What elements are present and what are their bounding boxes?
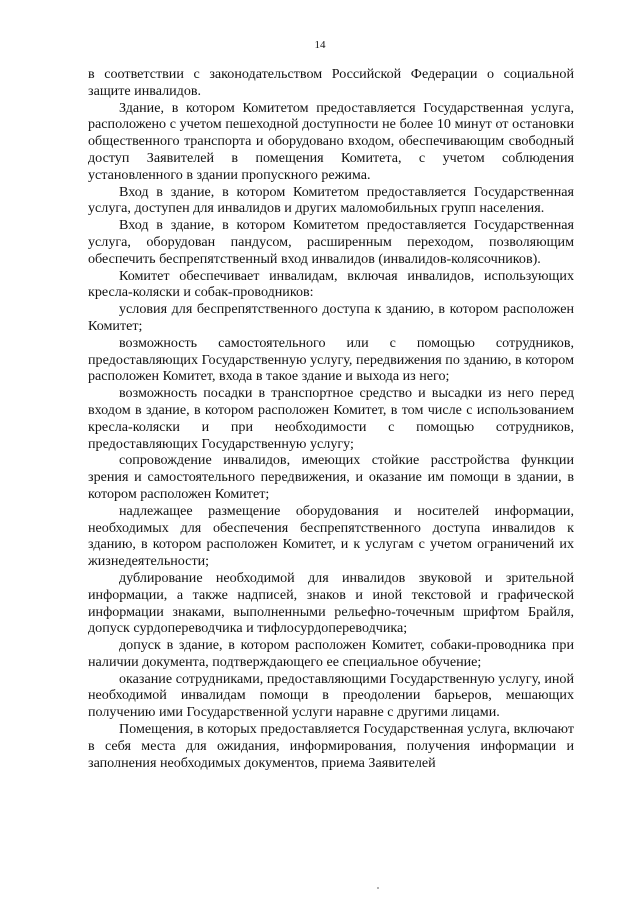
paragraph: в соответствии с законодательством Российской Федерации о социальной защите инвалидов. — [88, 66, 574, 99]
paragraph: условия для беспрепятственного доступа к зданию, в котором расположен Комитет; — [88, 301, 574, 334]
paragraph: допуск в здание, в котором расположен Комитет, собаки-проводника при наличии документа, подтверждающего ее специальное обучение; — [88, 637, 574, 670]
paragraph: оказание сотрудниками, предоставляющими Государственную услугу, иной необходимой инвалидам помощи в преодолении барьеров, мешающих получению ими Государственной услуги наравне с другими лицами. — [88, 670, 574, 721]
paragraph: Здание, в котором Комитетом предоставляется Государственная услуга, расположено с учетом пешеходной доступности не более 10 минут от остановки общественного транспорта и оборудовано входом, обеспечивающим свободный доступ Заявителей в помещения Комитета, с учетом соблюдения установленного в здании пропускного режима. — [88, 99, 574, 183]
paragraph: Вход в здание, в котором Комитетом предоставляется Государственная услуга, оборудован пандусом, расширенным переходом, позволяющим обеспечить беспрепятственный вход инвалидов (инвалидов-колясочников). — [88, 217, 574, 267]
page-number: 14 — [314, 39, 326, 51]
paragraph: дублирование необходимой для инвалидов звуковой и зрительной информации, а также надписей, знаков и иной текстовой и графической информации знаками, выполненными рельефно-точечным шрифтом Брайля, допуск сурдопереводчика и тифлосурдопереводчика; — [88, 569, 574, 637]
paragraph: Помещения, в которых предоставляется Государственная услуга, включают в себя места для ожидания, информирования, получения информации и заполнения необходимых документов, приема Заявителей — [88, 721, 574, 771]
body-text — [88, 66, 574, 771]
paragraph: Комитет обеспечивает инвалидам, включая инвалидов, использующих кресла-коляски и собак-проводников: — [88, 267, 574, 301]
paragraph: возможность самостоятельного или с помощью сотрудников, предоставляющих Государственную услугу, передвижения по зданию, в котором расположен Комитет, входа в такое здание и выхода из него; — [88, 334, 574, 385]
paragraph: возможность посадки в транспортное средство и высадки из него перед входом в здание, в котором расположен Комитет, в том числе с использованием кресла-коляски и при необходимости с помощью сотрудников, предоставляющих Государственную услугу; — [88, 385, 574, 452]
paragraph: Вход в здание, в котором Комитетом предоставляется Государственная услуга, доступен для инвалидов и других маломобильных групп населения. — [88, 183, 574, 217]
scan-speck — [377, 887, 379, 889]
paragraph: сопровождение инвалидов, имеющих стойкие расстройства функции зрения и самостоятельного передвижения, и оказание им помощи в здании, в котором расположен Комитет; — [88, 452, 574, 502]
paragraph: надлежащее размещение оборудования и носителей информации, необходимых для обеспечения беспрепятственного доступа инвалидов к зданию, в котором расположен Комитет, и к услугам с учетом ограничений их жизнедеятельности; — [88, 502, 574, 570]
